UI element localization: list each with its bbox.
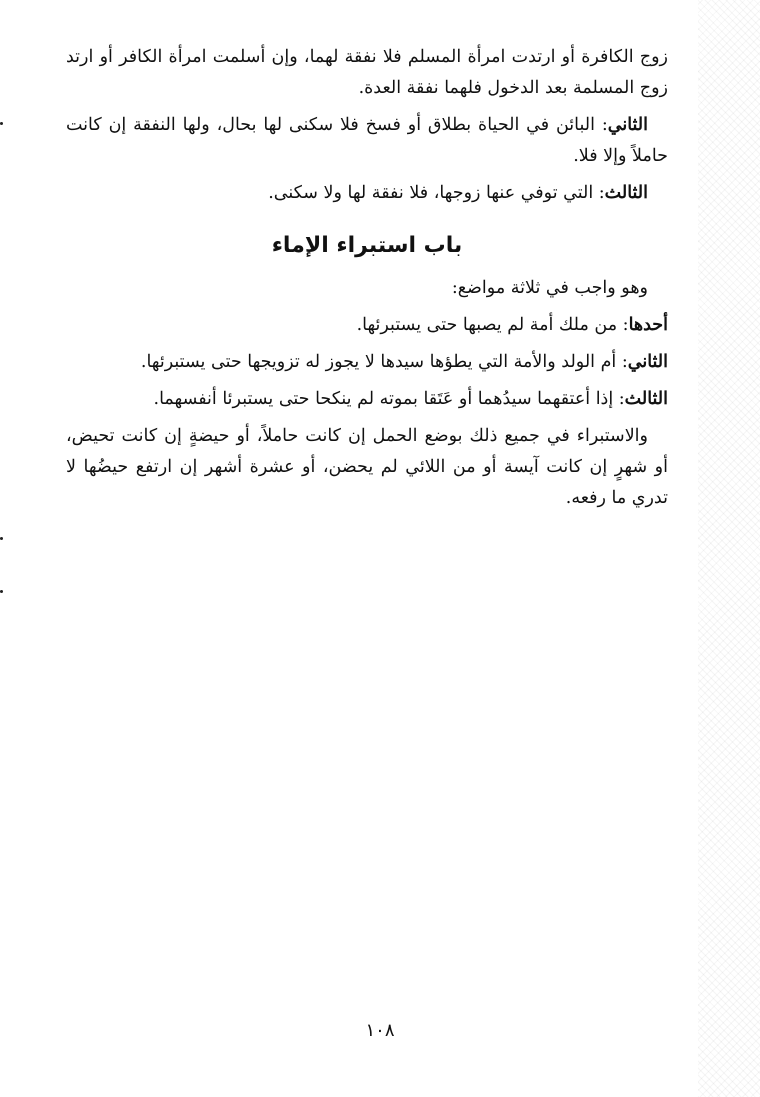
- section-title: باب استبراء الإماء: [271, 233, 463, 258]
- paragraph-second: [66, 110, 668, 172]
- paragraph-label: أحدها: [628, 315, 668, 335]
- paragraph-text: : أم الولد والأمة التي يطؤها سيدها لا يجوز له تزويجها حتى يستبرئها.: [140, 352, 628, 372]
- paragraph-label: الثالث: [624, 389, 668, 409]
- paragraph-text: : إذا أعتقهما سيدُهما أو عَتَقا بموته لم ينكحا حتى يستبرئا أنفسهما.: [153, 389, 625, 409]
- page-edge-texture: [698, 0, 760, 1097]
- paragraph-label: الثاني: [627, 352, 668, 372]
- section-intro: [66, 273, 668, 304]
- paragraph-continuation: [66, 42, 668, 104]
- paragraph-text: والاستبراء في جميع ذلك بوضع الحمل إن كانت حاملاً، أو حيضةٍ إن كانت تحيض، أو شهرٍ إن كانت آيسة أو من اللائي لم يحضن، أو عشرة أشهر إن ارتفع حيضُها لا تدري ما رفعه.: [66, 426, 668, 508]
- margin-dot: [0, 537, 3, 540]
- paragraph-label: الثاني: [607, 115, 648, 135]
- section-item-third: [66, 384, 668, 415]
- paragraph-text: : من ملك أمة لم يصبها حتى يستبرئها.: [356, 315, 629, 335]
- margin-dot: [0, 122, 3, 125]
- section-item-first: [66, 310, 668, 341]
- paragraph-text: : التي توفي عنها زوجها، فلا نفقة لها ولا سكنى.: [268, 183, 605, 203]
- paragraph-text: وهو واجب في ثلاثة مواضع:: [451, 278, 648, 298]
- page-number: ١٠٨: [365, 1020, 395, 1041]
- margin-dot: [0, 590, 3, 593]
- section-item-second: [66, 347, 668, 378]
- paragraph-text: : البائن في الحياة بطلاق أو فسخ فلا سكنى لها بحال، ولها النفقة إن كانت حاملاً وإلا فلا.: [66, 115, 668, 166]
- paragraph-label: الثالث: [604, 183, 648, 203]
- paragraph-text: زوج الكافرة أو ارتدت امرأة المسلم فلا نفقة لهما، وإن أسلمت امرأة الكافر أو ارتد زوج المسلمة بعد الدخول فلهما نفقة العدة.: [66, 47, 668, 98]
- section-conclusion: [66, 421, 668, 514]
- paragraph-third: [66, 178, 668, 209]
- page-content: [66, 42, 668, 520]
